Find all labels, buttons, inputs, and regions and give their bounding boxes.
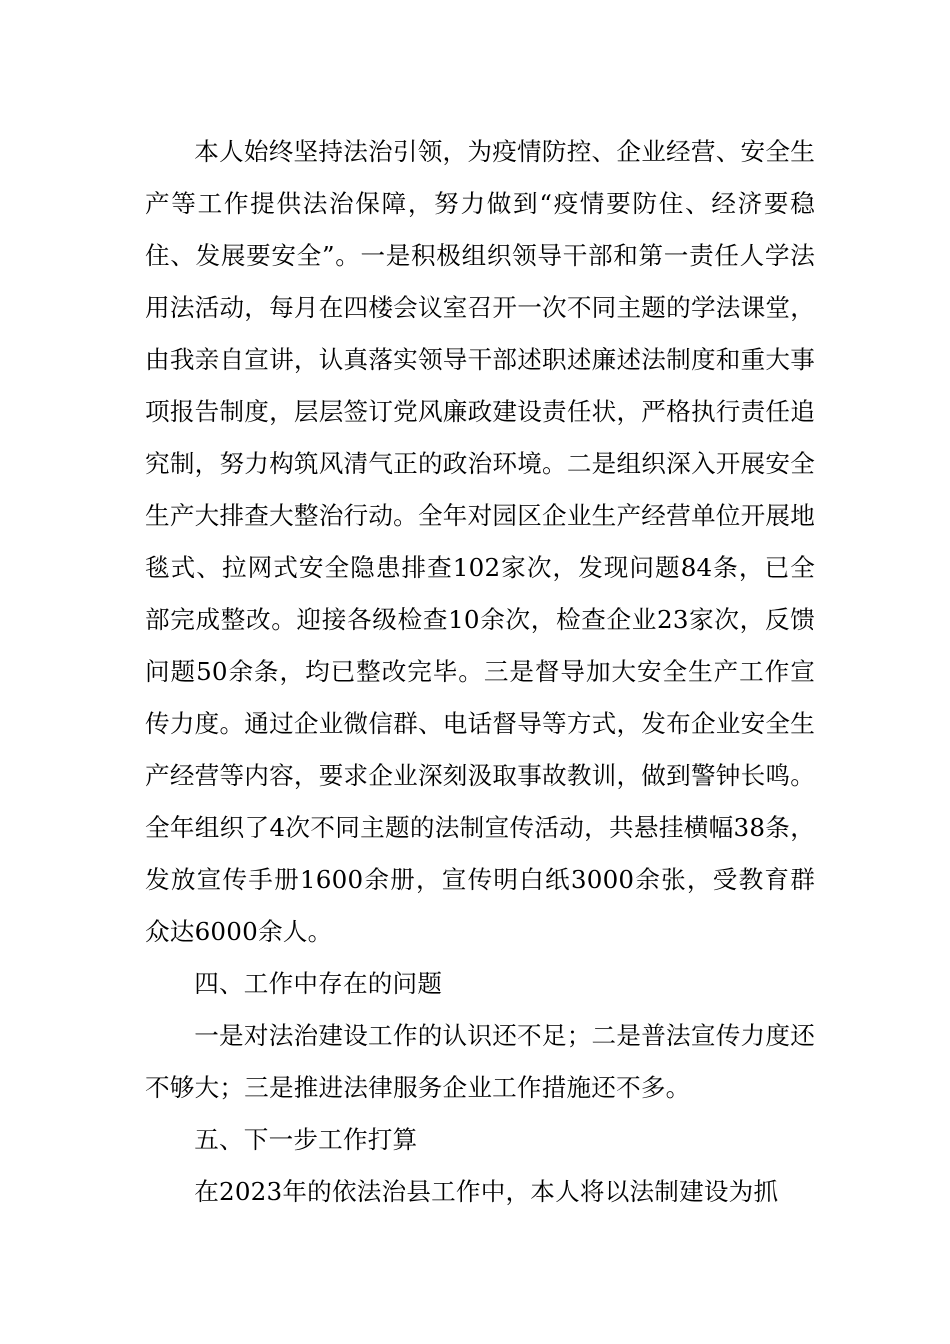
- paragraph-problems: 一是对法治建设工作的认识还不足；二是普法宣传力度还不够大；三是推进法律服务企业工作措施还不多。: [145, 1021, 815, 1102]
- heading-next-steps: 五、下一步工作打算: [194, 1125, 418, 1154]
- document-body: [145, 126, 815, 1218]
- heading-existing-problems: 四、工作中存在的问题: [194, 969, 443, 998]
- paragraph-legal-guidance: 本人始终坚持法治引领，为疫情防控、企业经营、安全生产等工作提供法治保障，努力做到“疫情要防住、经济要稳住、发展要安全”。一是积极组织领导干部和第一责任人学法用法活动，每月在四楼会议室召开一次不同主题的学法课堂，由我亲自宣讲，认真落实领导干部述职述廉述法制度和重大事项报告制度，层层签订党风廉政建设责任状，严格执行责任追究制，努力构筑风清气正的政治环境。二是组织深入开展安全生产大排查大整治行动。全年对园区企业生产经营单位开展地毯式、拉网式安全隐患排查102家次，发现问题84条，已全部完成整改。迎接各级检查10余次，检查企业23家次，反馈问题50余条，均已整改完毕。三是督导加大安全生产工作宣传力度。通过企业微信群、电话督导等方式，发布企业安全生产经营等内容，要求企业深刻汲取事故教训，做到警钟长鸣。全年组织了4次不同主题的法制宣传活动，共悬挂横幅38条，发放宣传手册1600余册，宣传明白纸3000余张，受教育群众达6000余人。: [145, 137, 815, 946]
- paragraph-next-steps: 在2023年的依法治县工作中，本人将以法制建设为抓: [194, 1177, 779, 1206]
